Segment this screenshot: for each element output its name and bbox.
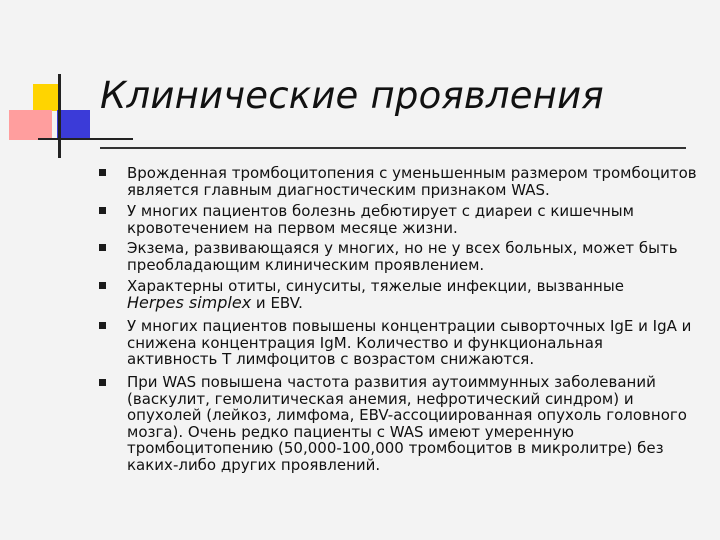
- decor-blue-square: [57, 110, 90, 140]
- bullet-item-6: При WAS повышена частота развития аутоиммунных заболеваний (васкулит, гемолитическая анемия, нефротический синдром) и опухолей (лейкоз, лимфома, EBV-ассоциированная опухоль головного мозга). Очень редко пациенты с WAS имеют умеренную тромбоцитопению (50,000-100,000 тромбоцитов в микролитре) без каких-либо других проявлений.: [127, 373, 687, 474]
- bullet-item-4-tail: и EBV.: [251, 293, 303, 312]
- bullet-item-5: У многих пациентов повышены концентрации сыворточных IgE и IgA и снижена концентрация IgM. Количество и функциональная активность Т лимфоцитов с возрастом снижаются.: [127, 317, 692, 368]
- bullet-item-1: Врожденная тромбоцитопения с уменьшенным размером тромбоцитов является главным диагностическим признаком WAS.: [127, 164, 697, 199]
- decor-yellow-square: [33, 84, 60, 111]
- bullet-item-2: У многих пациентов болезнь дебютирует с диареи с кишечным кровотечением на первом месяце жизни.: [127, 202, 634, 237]
- bullet-icon: [99, 282, 106, 289]
- decor-vertical-line: [58, 74, 61, 158]
- bullet-icon: [99, 244, 106, 251]
- bullet-item-4-text: Характерны отиты, синуситы, тяжелые инфекции, вызванные: [127, 277, 624, 295]
- decor-horizontal-line: [38, 138, 133, 140]
- bullet-item-4: [127, 278, 697, 311]
- bullet-icon: [99, 169, 106, 176]
- bullet-icon: [99, 322, 106, 329]
- bullet-icon: [99, 379, 106, 386]
- slide-title: Клинические проявления: [100, 74, 604, 117]
- bullet-icon: [99, 207, 106, 214]
- bullet-item-3: Экзема, развивающаяся у многих, но не у всех больных, может быть преобладающим клиническим проявлением.: [127, 239, 678, 274]
- title-underline: [100, 147, 686, 149]
- decor-pink-square: [9, 110, 52, 140]
- bullet-item-4-italic: Herpes simplex: [127, 292, 252, 312]
